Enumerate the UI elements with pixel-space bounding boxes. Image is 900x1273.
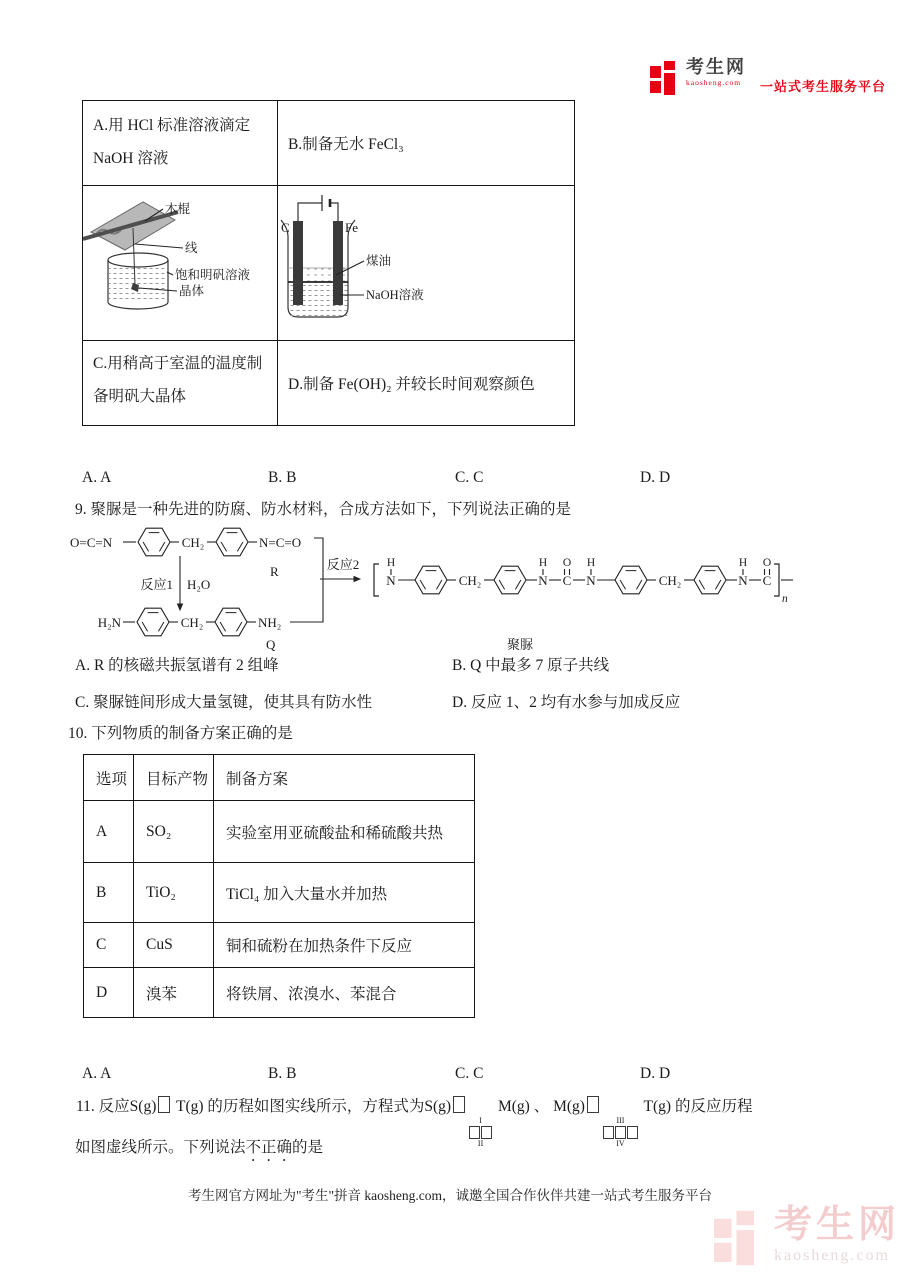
n-atom: N <box>586 573 596 588</box>
n-atom: N <box>538 573 548 588</box>
q11-line2-post: 的是 <box>292 1139 324 1156</box>
q10-row-a-option: A <box>84 801 134 863</box>
answer-choice-b: B. B <box>268 1065 297 1082</box>
answer-choice-c: C. C <box>455 1065 484 1082</box>
crystal-label: 晶体 <box>179 284 205 298</box>
experiments-cell-electrolysis-diagram <box>278 186 574 341</box>
answer-choice-b: B. B <box>268 469 297 486</box>
experiments-cell-c-line2: 备明矾大晶体 <box>93 388 187 405</box>
c-atom: C <box>562 573 572 588</box>
reaction2-label: 反应2 <box>326 557 360 572</box>
watermark-site-url: kaosheng.com <box>774 1247 890 1264</box>
answer-choice-c: C. C <box>455 469 484 486</box>
answer-choice-d: D. D <box>640 1065 671 1082</box>
o-atom: O <box>762 557 772 569</box>
q10-row-b-plan: TiCl₄ 加入大量水并加热 <box>214 863 474 923</box>
kaosheng-logo-icon <box>650 58 680 98</box>
iron-electrode-label: Fe <box>345 220 358 235</box>
carbon-electrode-label: C <box>281 220 290 235</box>
q10-stem: 10. 下列物质的制备方案正确的是 <box>68 725 293 742</box>
logo-site-url: kaosheng.com <box>686 78 742 87</box>
answer-choice-a: A. A <box>82 1065 112 1082</box>
q11-stem-line2 <box>75 1138 323 1165</box>
h-atom: H <box>386 557 396 569</box>
polyurea-label: 聚脲 <box>506 637 534 652</box>
q9-option-d: D. 反应 1、2 均有水参与加成反应 <box>452 694 681 711</box>
scheme-connector <box>290 538 323 622</box>
experiments-cell-a <box>83 101 278 186</box>
amine-left-group: H₂N <box>97 615 121 630</box>
benzene-ring <box>415 566 447 594</box>
q9-reaction-scheme <box>60 522 890 654</box>
benzene-ring <box>694 566 726 594</box>
thread-label: 线 <box>185 241 198 255</box>
q9-option-c: C. 聚脲链间形成大量氢键，使其具有防水性 <box>75 694 373 711</box>
watermark-logo <box>712 1206 900 1270</box>
watermark-logo-icon <box>712 1206 764 1270</box>
q10-header-product: 目标产物 <box>134 755 214 801</box>
watermark-site-name: 考生网 <box>774 1204 900 1246</box>
h-atom: H <box>738 557 748 569</box>
q10-row-d-plan: 将铁屑、浓溴水、苯混合 <box>226 985 397 1003</box>
experiments-table <box>82 100 575 426</box>
missing-glyph-box <box>587 1096 599 1113</box>
methylene-group: CH₂ <box>181 535 205 550</box>
q10-row-c-plan: 铜和硫粉在加热条件下反应 <box>214 923 474 968</box>
beaker-bottom <box>108 302 168 309</box>
methylene-group: CH₂ <box>658 573 682 588</box>
answer-choice-d: D. D <box>640 469 671 486</box>
water-label: H₂O <box>187 577 211 592</box>
missing-glyph-cluster-2 <box>603 1117 638 1148</box>
n-atom: N <box>386 573 396 588</box>
q9-stem: 9. 聚脲是一种先进的防腐、防水材料，合成方法如下，下列说法正确的是 <box>75 501 572 518</box>
experiments-cell-alum-diagram <box>83 186 278 341</box>
benzene-ring <box>615 566 647 594</box>
logo-tagline: 一站式考生服务平台 <box>760 79 887 94</box>
isocyanate-right-group: N=C=O <box>259 535 302 550</box>
repeat-subscript: n <box>782 593 788 605</box>
roman-numeral-iv: IV <box>616 1139 625 1148</box>
solution-label: 饱和明矾溶液 <box>175 268 251 282</box>
missing-glyph-box <box>453 1096 465 1113</box>
amine-right-group: NH₂ <box>258 615 282 630</box>
benzene-ring <box>215 608 247 636</box>
q10-row-d-option: D <box>84 968 134 1017</box>
q10-row-b-option: B <box>84 863 134 923</box>
experiments-cell-b: B.制备无水 FeCl₃ <box>278 101 574 186</box>
kerosene-label: 煤油 <box>366 254 392 268</box>
q11-line2-emphasis: 不正确 <box>245 1139 293 1156</box>
answer-choice-a: A. A <box>82 469 112 486</box>
methylene-group: CH₂ <box>180 615 204 630</box>
stick-label: 木棍 <box>165 202 191 216</box>
q11-text-part2: T(g) 的历程如图实线所示，方程式为S(g) <box>172 1098 452 1115</box>
q11-text-part1: 11. 反应S(g) <box>76 1098 157 1115</box>
missing-glyph-box <box>481 1126 492 1139</box>
q9-option-a: A. R 的核磁共振氢谱有 2 组峰 <box>75 657 279 674</box>
experiments-cell-d: D.制备 Fe(OH)₂ 并较长时间观察颜色 <box>288 376 535 393</box>
naoh-label: NaOH溶液 <box>366 288 424 302</box>
electrolysis-diagram <box>278 188 568 340</box>
q10-row-c-option: C <box>84 923 134 968</box>
experiments-cell-c-line1: C.用稍高于室温的温度制 <box>93 355 263 372</box>
logo-site-name: 考生网 <box>686 57 746 77</box>
q10-row-a-product: SO₂ <box>134 801 214 863</box>
isocyanate-left-group: O=C=N <box>70 535 113 550</box>
q10-header-plan: 制备方案 <box>214 755 474 801</box>
benzene-ring <box>137 608 169 636</box>
q10-row-b-product: TiO₂ <box>134 863 214 923</box>
compound-r-label: R <box>270 564 279 579</box>
experiments-cell-a-line1: A.用 HCl 标准溶液滴定 <box>93 117 251 134</box>
polymer-bracket-right <box>774 564 779 596</box>
benzene-ring <box>138 528 170 556</box>
methylene-group: CH₂ <box>458 573 482 588</box>
benzene-ring <box>494 566 526 594</box>
missing-glyph-box <box>627 1126 638 1139</box>
compound-q-label: Q <box>266 637 276 652</box>
roman-numeral-i: I <box>479 1116 482 1125</box>
roman-numeral-iii: III <box>616 1116 625 1125</box>
missing-glyph-cluster-1 <box>469 1117 492 1148</box>
kaosheng-logo <box>650 58 886 98</box>
benzene-ring <box>216 528 248 556</box>
h-atom: H <box>586 557 596 569</box>
carbon-electrode <box>293 221 303 305</box>
q11-line2-pre: 如图虚线所示。下列说法 <box>75 1139 246 1156</box>
footer-note: 考生网官方网址为"考生"拼音 kaosheng.com，诚邀全国合作伙伴共建一站式考生服务平台 <box>187 1188 712 1203</box>
alum-crystal-diagram <box>83 186 278 338</box>
q11-text-part4: T(g) 的反应历程 <box>639 1098 753 1115</box>
q11-text-part3: M(g) 、 M(g) <box>494 1098 585 1115</box>
q10-row-a-plan: 实验室用亚硫酸盐和稀硫酸共热 <box>214 801 474 863</box>
reaction1-label: 反应1 <box>140 577 173 592</box>
experiments-cell-c <box>83 341 278 425</box>
missing-glyph-box <box>603 1126 614 1139</box>
h-atom: H <box>538 557 548 569</box>
q10-table <box>83 754 475 1018</box>
iron-electrode <box>333 221 343 305</box>
c-atom: C <box>762 573 772 588</box>
missing-glyph-box <box>158 1096 170 1113</box>
o-atom: O <box>562 557 572 569</box>
polymer-bracket-left <box>374 564 379 596</box>
experiments-cell-a-line2: NaOH 溶液 <box>93 150 169 167</box>
roman-numeral-ii: II <box>477 1139 484 1148</box>
q10-row-c-product: CuS <box>134 923 214 968</box>
q10-header-option: 选项 <box>84 755 134 801</box>
alum-solution <box>109 264 167 300</box>
missing-glyph-box <box>615 1126 626 1139</box>
q10-row-d-product: 溴苯 <box>134 968 214 1017</box>
missing-glyph-box <box>469 1126 480 1139</box>
n-atom: N <box>738 573 748 588</box>
circuit-wire <box>298 203 338 221</box>
q9-option-b: B. Q 中最多 7 原子共线 <box>452 657 610 674</box>
